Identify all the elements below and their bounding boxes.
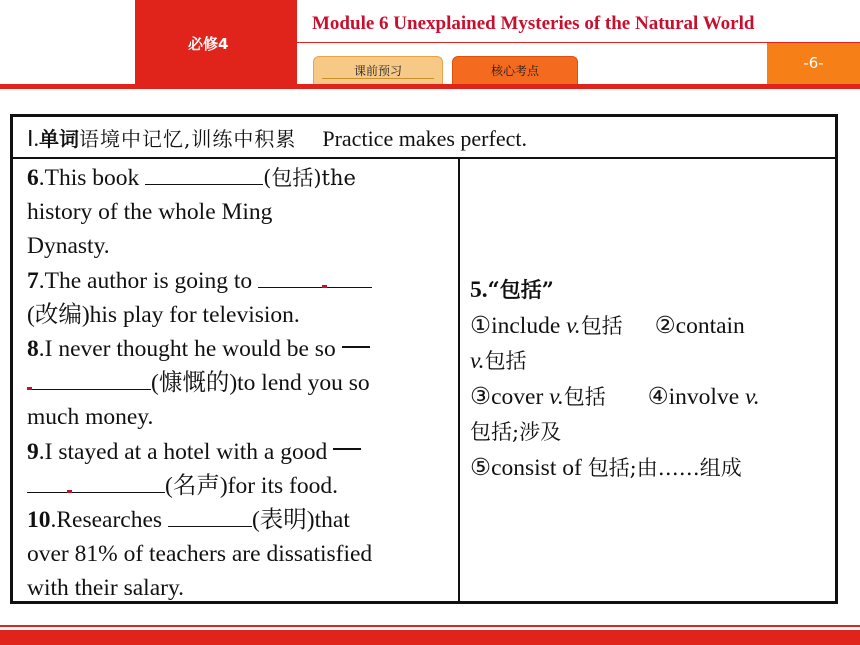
exercise-text: (表明)that <box>251 507 350 534</box>
item-meaning: 包括 <box>484 349 527 373</box>
exercise-text: Researches <box>56 507 168 534</box>
tab-key-points[interactable] <box>452 56 578 85</box>
footer-bar <box>0 630 860 645</box>
item-word: contain <box>675 312 745 339</box>
answer-blank[interactable] <box>258 267 372 288</box>
exercise-7: 7.The author is going to <box>27 264 447 298</box>
vocab-note <box>470 272 830 486</box>
exercise-list <box>27 161 447 606</box>
note-item-5 <box>470 451 830 487</box>
tab-preview[interactable] <box>313 56 443 85</box>
item-word: cover <box>491 383 550 410</box>
item-mark: ② <box>654 312 676 339</box>
item-meaning: 包括 <box>580 313 623 338</box>
header-bottom-bar <box>0 84 860 89</box>
item-word: include <box>491 312 567 339</box>
section-title: 语境中记忆,训练中积累 <box>79 127 297 151</box>
page-number: -6- <box>803 54 824 72</box>
item-pos: v. <box>745 383 760 410</box>
item-meaning: 包括;由……组成 <box>587 455 742 480</box>
exercise-number: 9 <box>27 438 39 465</box>
exercise-text: history of the whole Ming <box>27 199 273 226</box>
note-heading <box>470 272 830 309</box>
answer-mark <box>27 387 32 390</box>
answer-mark <box>67 490 72 493</box>
note-item-4 <box>470 415 830 451</box>
column-divider <box>458 157 460 601</box>
item-word: involve <box>668 383 746 410</box>
exercise-text: I stayed at a hotel with a good <box>44 438 334 465</box>
exercise-number: 8 <box>27 336 39 363</box>
item-pos: v. <box>470 348 485 374</box>
answer-blank[interactable] <box>27 472 165 493</box>
exercise-text: with their salary. <box>27 575 185 602</box>
section-motto: Practice makes perfect. <box>322 126 527 151</box>
exercise-text: (慷慨的)to lend you so <box>151 370 370 397</box>
answer-blank-start[interactable] <box>342 346 370 348</box>
note-item-1 <box>470 309 830 345</box>
exercise-text: Dynasty. <box>27 233 110 260</box>
answer-blank[interactable] <box>168 506 252 527</box>
book-label: 必修4 <box>188 35 229 53</box>
exercise-8-cont <box>27 366 447 400</box>
exercise-text: over 81% of teachers are dissatisfied <box>27 541 373 568</box>
exercise-8: 8.I never thought he would be so <box>27 332 447 366</box>
section-title-bold: 单词 <box>39 127 79 151</box>
item-pos: v. <box>566 312 581 339</box>
exercise-9-cont <box>27 469 447 503</box>
exercise-10: 10.Researches (表明)that <box>27 507 350 534</box>
tab-underline <box>322 78 434 79</box>
answer-blank[interactable] <box>145 164 263 185</box>
footer-line <box>0 625 860 627</box>
exercise-text: (包括)the <box>263 166 356 190</box>
exercise-9: 9.I stayed at a hotel with a good <box>27 435 447 469</box>
item-mark: ① <box>470 312 492 339</box>
item-mark: ③ <box>470 383 492 410</box>
item-mark: ④ <box>647 383 669 410</box>
exercise-number: 6 <box>27 165 39 191</box>
answer-mark <box>322 285 327 288</box>
exercise-number: 10 <box>27 507 51 534</box>
section-number: Ⅰ. <box>27 126 39 151</box>
note-number: 5. <box>470 277 488 303</box>
note-item-3 <box>470 380 830 416</box>
section-heading <box>27 123 527 152</box>
item-mark: ⑤ <box>470 454 492 481</box>
answer-blank-start[interactable] <box>333 448 361 450</box>
answer-blank[interactable] <box>27 369 151 390</box>
exercise-6: 6.This book (包括)the <box>27 165 356 191</box>
note-item-2 <box>470 344 830 380</box>
page-number-box <box>767 43 860 84</box>
tab-preview-label: 课前预习 <box>353 64 402 78</box>
exercise-text: I never thought he would be so <box>44 336 342 363</box>
exercise-text: (名声)for its food. <box>165 472 338 499</box>
section-heading-row <box>13 117 835 159</box>
exercise-number: 7 <box>27 267 39 294</box>
exercise-text: much money. <box>27 404 154 431</box>
exercise-text: This book <box>44 165 146 191</box>
exercise-text: The author is going to <box>44 267 259 294</box>
note-term: “包括” <box>487 277 554 302</box>
item-pos: v. <box>549 383 564 410</box>
module-title: Module 6 Unexplained Mysteries of the Natural World <box>312 13 755 34</box>
item-meaning: 包括;涉及 <box>470 420 562 444</box>
item-meaning: 包括 <box>563 384 606 409</box>
exercise-text: (改编)his play for television. <box>27 301 300 328</box>
item-word: consist of <box>491 454 588 481</box>
tab-key-points-label: 核心考点 <box>490 64 539 78</box>
